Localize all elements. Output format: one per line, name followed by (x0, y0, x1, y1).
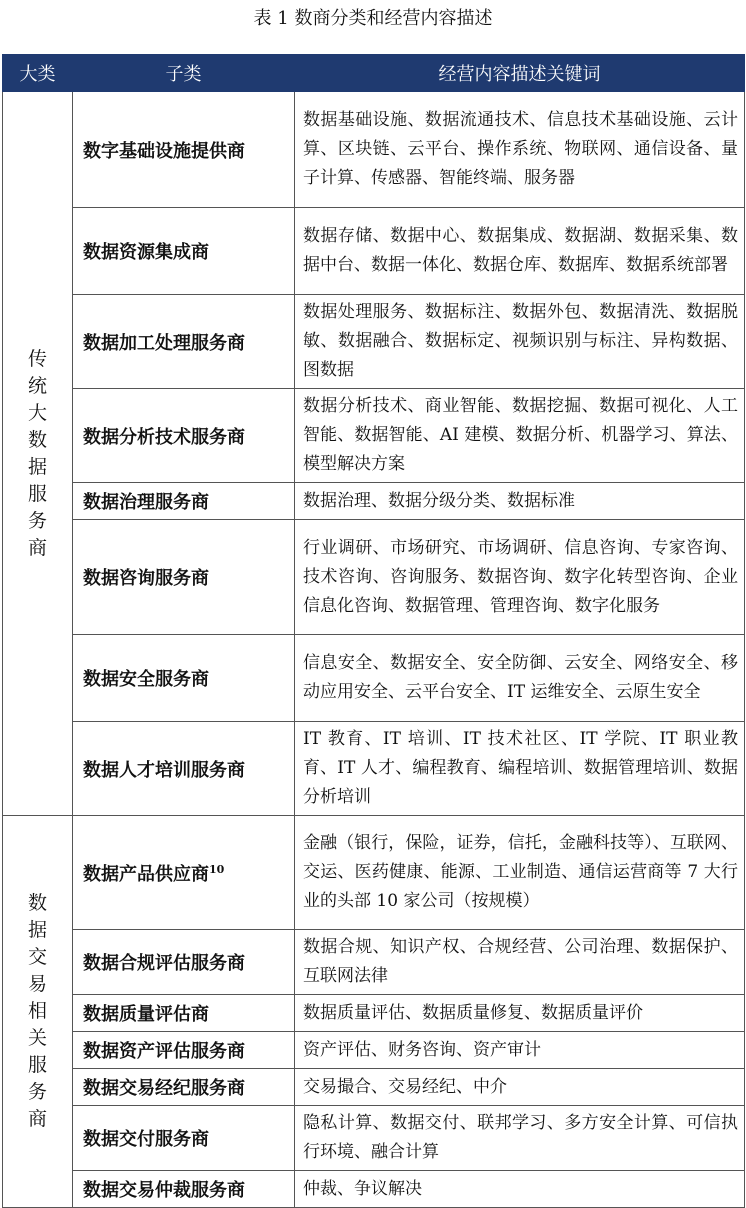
table-caption: 表 1 数商分类和经营内容描述 (253, 8, 493, 29)
subcategory-cell: 数据分析技术服务商 (73, 389, 295, 483)
subcategory-cell: 数据咨询服务商 (73, 520, 295, 635)
footnote-marker: 10 (209, 862, 225, 876)
keywords-cell: 金融（银行，保险，证券，信托，金融科技等）、互联网、交运、医药健康、能源、工业制造、通信运营商等 7 大行业的头部 10 家公司（按规模） (295, 816, 745, 930)
subcategory-cell: 数据交易经纪服务商 (73, 1069, 295, 1106)
table-row (3, 389, 745, 483)
subcategory-cell: 数据治理服务商 (73, 483, 295, 520)
subcategory-cell: 数据产品供应商$^{10}$ (73, 816, 295, 930)
keywords-cell: 数据存储、数据中心、数据集成、数据湖、数据采集、数据中台、数据一体化、数据仓库、数据库、数据系统部署 (295, 208, 745, 295)
table-row (3, 483, 745, 520)
table-row (3, 930, 745, 995)
keywords-cell: 交易撮合、交易经纪、中介 (295, 1069, 745, 1106)
table-row (3, 816, 745, 930)
table-row (3, 722, 745, 816)
subcategory-cell: 数据质量评估商 (73, 995, 295, 1032)
keywords-cell: 数据合规、知识产权、合规经营、公司治理、数据保护、互联网法律 (295, 930, 745, 995)
subcategory-cell: 数据资源集成商 (73, 208, 295, 295)
keywords-cell: 数据治理、数据分级分类、数据标准 (295, 483, 745, 520)
keywords-cell: 数据分析技术、商业智能、数据挖掘、数据可视化、人工智能、数据智能、AI 建模、数据分析、机器学习、算法、模型解决方案 (295, 389, 745, 483)
category-cell: 数据交易相关服务商 (3, 816, 73, 1208)
subcategory-cell: 数据安全服务商 (73, 635, 295, 722)
subcategory-cell: 数据加工处理服务商 (73, 295, 295, 389)
subcategory-cell: 数据人才培训服务商 (73, 722, 295, 816)
header-keywords: 经营内容描述关键词 (295, 55, 745, 92)
keywords-cell: 数据处理服务、数据标注、数据外包、数据清洗、数据脱敏、数据融合、数据标定、视频识别与标注、异构数据、图数据 (295, 295, 745, 389)
keywords-cell: 信息安全、数据安全、安全防御、云安全、网络安全、移动应用安全、云平台安全、IT 运维安全、云原生安全 (295, 635, 745, 722)
keywords-cell: 资产评估、财务咨询、资产审计 (295, 1032, 745, 1069)
table-row (3, 995, 745, 1032)
keywords-cell: 行业调研、市场研究、市场调研、信息咨询、专家咨询、技术咨询、咨询服务、数据咨询、数字化转型咨询、企业信息化咨询、数据管理、管理咨询、数字化服务 (295, 520, 745, 635)
table-row (3, 208, 745, 295)
table-row (3, 1171, 745, 1208)
subcategory-cell: 数据交易仲裁服务商 (73, 1171, 295, 1208)
table-row (3, 1106, 745, 1171)
category-cell: 传统大数据服务商 (3, 92, 73, 816)
header-category: 大类 (3, 55, 73, 92)
table-row (3, 520, 745, 635)
table-row (3, 1032, 745, 1069)
subcategory-cell: 数据合规评估服务商 (73, 930, 295, 995)
subcategory-cell: 数据资产评估服务商 (73, 1032, 295, 1069)
keywords-cell: 数据基础设施、数据流通技术、信息技术基础设施、云计算、区块链、云平台、操作系统、物联网、通信设备、量子计算、传感器、智能终端、服务器 (295, 92, 745, 208)
keywords-cell: 仲裁、争议解决 (295, 1171, 745, 1208)
subcategory-cell: 数字基础设施提供商 (73, 92, 295, 208)
table-row (3, 92, 745, 208)
classification-table (2, 54, 745, 1208)
subcategory-cell: 数据交付服务商 (73, 1106, 295, 1171)
keywords-cell: IT 教育、IT 培训、IT 技术社区、IT 学院、IT 职业教育、IT 人才、编程教育、编程培训、数据管理培训、数据分析培训 (295, 722, 745, 816)
table-row (3, 635, 745, 722)
header-subcategory: 子类 (73, 55, 295, 92)
table-row (3, 1069, 745, 1106)
keywords-cell: 数据质量评估、数据质量修复、数据质量评价 (295, 995, 745, 1032)
keywords-cell: 隐私计算、数据交付、联邦学习、多方安全计算、可信执行环境、融合计算 (295, 1106, 745, 1171)
table-row (3, 295, 745, 389)
